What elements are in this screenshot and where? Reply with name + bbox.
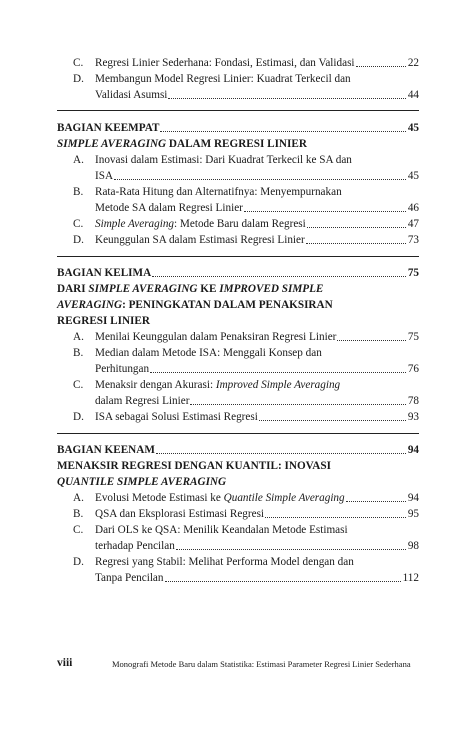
entry-letter: A. <box>73 492 84 504</box>
part-subtitle: REGRESI LINIER <box>57 315 150 327</box>
section-divider <box>57 256 419 257</box>
entry-page: 95 <box>407 508 419 520</box>
entry-title: Median dalam Metode ISA: Menggali Konsep dan <box>95 347 322 359</box>
entry-page: 46 <box>407 202 419 214</box>
entry-title: Membangun Model Regresi Linier: Kuadrat Terkecil dan <box>95 73 351 85</box>
entry-title: Inovasi dalam Estimasi: Dari Kuadrat Terkecil ke SA dan <box>95 154 352 166</box>
dot-leader <box>150 371 406 373</box>
dot-leader <box>152 275 406 277</box>
entry-page: 44 <box>407 89 419 101</box>
part-page: 45 <box>407 122 419 134</box>
part-page: 75 <box>407 267 419 279</box>
entry-page: 112 <box>402 572 419 584</box>
entry-letter: D. <box>73 234 84 246</box>
dot-leader <box>306 242 406 244</box>
dot-leader <box>307 226 406 228</box>
dot-leader <box>190 403 405 405</box>
dot-leader <box>244 210 406 212</box>
dot-leader <box>156 452 406 454</box>
part-title: BAGIAN KEEMPAT <box>57 122 160 134</box>
dot-leader <box>165 580 401 582</box>
section-divider <box>57 110 419 111</box>
section-divider <box>57 433 419 434</box>
entry-letter: D. <box>73 411 84 423</box>
entry-title: QSA dan Eksplorasi Estimasi Regresi <box>95 508 265 520</box>
part-subtitle: SIMPLE AVERAGING DALAM REGRESI LINIER <box>57 138 307 150</box>
entry-title: Validasi Asumsi <box>95 89 168 101</box>
dot-leader <box>168 97 405 99</box>
entry-title: Simple Averaging: Metode Baru dalam Regresi <box>95 218 306 230</box>
entry-letter: A. <box>73 331 84 343</box>
entry-page: 75 <box>407 331 419 343</box>
dot-leader <box>346 500 406 502</box>
entry-letter: D. <box>73 556 84 568</box>
entry-title: Keunggulan SA dalam Estimasi Regresi Linier <box>95 234 305 246</box>
part-title: BAGIAN KELIMA <box>57 267 152 279</box>
entry-title: Rata-Rata Hitung dan Alternatifnya: Menyempurnakan <box>95 186 342 198</box>
running-title: Monografi Metode Baru dalam Statistika: Estimasi Parameter Regresi Linier Sederhana <box>112 659 411 669</box>
entry-letter: B. <box>73 347 84 359</box>
entry-title: Menilai Keunggulan dalam Penaksiran Regresi Linier <box>95 331 337 343</box>
entry-title: Evolusi Metode Estimasi ke Quantile Simple Averaging <box>95 492 345 504</box>
part-subtitle: DARI SIMPLE AVERAGING KE IMPROVED SIMPLE <box>57 283 324 295</box>
dot-leader <box>356 65 406 67</box>
entry-letter: B. <box>73 508 84 520</box>
entry-letter: C. <box>73 379 84 391</box>
entry-title: Menaksir dengan Akurasi: Improved Simple Averaging <box>95 379 341 391</box>
part-subtitle: AVERAGING: PENINGKATAN DALAM PENAKSIRAN <box>57 299 333 311</box>
entry-page: 98 <box>407 540 419 552</box>
part-subtitle: MENAKSIR REGRESI DENGAN KUANTIL: INOVASI <box>57 460 331 472</box>
dot-leader <box>265 516 406 518</box>
part-title: BAGIAN KEENAM <box>57 444 155 456</box>
entry-page: 45 <box>407 170 419 182</box>
entry-page: 78 <box>407 395 419 407</box>
entry-letter: C. <box>73 524 84 536</box>
dot-leader <box>114 178 406 180</box>
entry-page: 76 <box>407 363 419 375</box>
entry-page: 94 <box>407 492 419 504</box>
entry-page: 73 <box>407 234 419 246</box>
dot-leader <box>176 548 406 550</box>
entry-letter: A. <box>73 154 84 166</box>
entry-title: Regresi Linier Sederhana: Fondasi, Estimasi, dan Validasi <box>95 57 355 69</box>
entry-page: 47 <box>407 218 419 230</box>
entry-letter: B. <box>73 186 84 198</box>
entry-letter: C. <box>73 218 84 230</box>
entry-title: Dari OLS ke QSA: Menilik Keandalan Metode Estimasi <box>95 524 348 536</box>
entry-page: 93 <box>407 411 419 423</box>
part-subtitle: QUANTILE SIMPLE AVERAGING <box>57 476 227 488</box>
part-page: 94 <box>407 444 419 456</box>
entry-title: Regresi yang Stabil: Melihat Performa Model dengan dan <box>95 556 354 568</box>
page-number: viii <box>57 657 73 669</box>
entry-page: 22 <box>407 57 419 69</box>
entry-letter: D. <box>73 73 84 85</box>
entry-letter: C. <box>73 57 84 69</box>
dot-leader <box>259 419 406 421</box>
dot-leader <box>160 130 405 132</box>
dot-leader <box>337 339 405 341</box>
entry-title: ISA sebagai Solusi Estimasi Regresi <box>95 411 258 423</box>
